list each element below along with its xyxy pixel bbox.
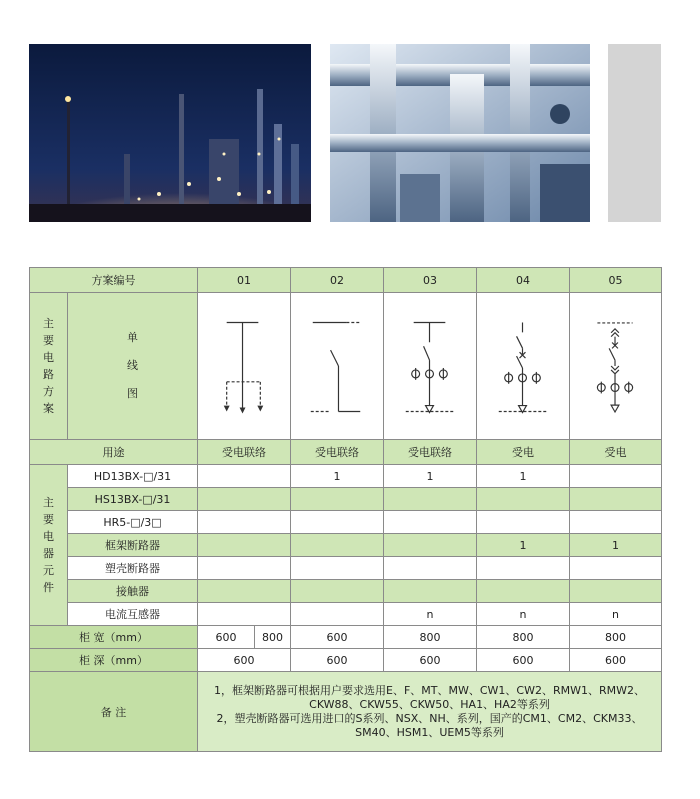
sld-05-diagram [570,294,661,438]
width-04: 800 [477,626,570,649]
sld-scheme-04 [477,293,570,440]
usage-05: 受电 [570,440,662,465]
depth-03: 600 [384,649,477,672]
sld-scheme-01 [198,293,291,440]
component-name: HS13BX-□/31 [68,488,198,511]
component-cell [198,511,291,534]
component-cell: n [570,603,662,626]
component-cell [477,557,570,580]
sld-04-diagram [477,294,569,438]
width-01b: 800 [255,626,291,649]
component-cell [198,580,291,603]
sld-03-diagram [384,294,476,438]
component-cell [384,488,477,511]
gray-panel [608,44,661,222]
component-cell [198,534,291,557]
remark-1: 1，框架断路器可根据用户要求选用E、F、MT、MW、CW1、CW2、RMW1、RMW2、CKW88、CKW55、CKW50、HA1、HA2等系列 [214,683,645,711]
component-cell: 1 [291,465,384,488]
scheme-03: 03 [384,268,477,293]
component-cell [477,511,570,534]
usage-label: 用途 [30,440,198,465]
component-cell [291,511,384,534]
component-cell [570,557,662,580]
usage-03: 受电联络 [384,440,477,465]
component-cell [198,465,291,488]
sld-scheme-05 [570,293,662,440]
component-cell: n [477,603,570,626]
usage-04: 受电 [477,440,570,465]
component-cell [384,580,477,603]
width-03: 800 [384,626,477,649]
component-cell [291,534,384,557]
scheme-01: 01 [198,268,291,293]
component-cell [384,534,477,557]
depth-02: 600 [291,649,384,672]
single-line-diagram-label: 单 线 图 [68,293,198,440]
sld-01-diagram [198,294,290,438]
depth-01: 600 [198,649,291,672]
sld-02-diagram [291,294,383,438]
industrial-pipes-photo [330,44,590,222]
component-cell [384,557,477,580]
component-cell: 1 [570,534,662,557]
cabinet-depth-label: 柜 深（mm） [30,649,198,672]
component-cell: 1 [477,534,570,557]
component-cell [291,488,384,511]
usage-01: 受电联络 [198,440,291,465]
usage-02: 受电联络 [291,440,384,465]
component-cell [291,603,384,626]
component-cell: n [384,603,477,626]
sld-scheme-02 [291,293,384,440]
components-label: 主 要 电 器 元 件 [30,465,68,626]
depth-05: 600 [570,649,662,672]
component-cell: 1 [477,465,570,488]
component-name: 塑壳断路器 [68,557,198,580]
component-cell [570,580,662,603]
sld-scheme-03 [384,293,477,440]
width-01a: 600 [198,626,255,649]
main-circuit-label: 主 要 电 路 方 案 [30,293,68,440]
component-cell [291,557,384,580]
scheme-04: 04 [477,268,570,293]
component-cell [477,488,570,511]
component-cell [477,580,570,603]
component-name: 电流互感器 [68,603,198,626]
component-name: 框架断路器 [68,534,198,557]
component-name: 接触器 [68,580,198,603]
component-cell [198,488,291,511]
component-cell [384,511,477,534]
component-cell [570,511,662,534]
depth-04: 600 [477,649,570,672]
scheme-no-header: 方案编号 [30,268,198,293]
component-cell: 1 [384,465,477,488]
remark-2: 2，塑壳断路器可选用进口的S系列、NSX、NH、系列，国产的CM1、CM2、CKM33、SM40、HSM1、UEM5等系列 [216,711,643,739]
component-cell [198,557,291,580]
scheme-spec-table [29,267,662,752]
scheme-05: 05 [570,268,662,293]
cabinet-width-label: 柜 宽（mm） [30,626,198,649]
component-cell [198,603,291,626]
scheme-02: 02 [291,268,384,293]
component-name: HR5-□/3□ [68,511,198,534]
component-cell [570,465,662,488]
remarks-label: 备 注 [30,672,198,752]
width-05: 800 [570,626,662,649]
refinery-night-photo [29,44,311,222]
component-cell [570,488,662,511]
remarks-text [198,672,662,752]
width-02: 600 [291,626,384,649]
component-name: HD13BX-□/31 [68,465,198,488]
component-cell [291,580,384,603]
